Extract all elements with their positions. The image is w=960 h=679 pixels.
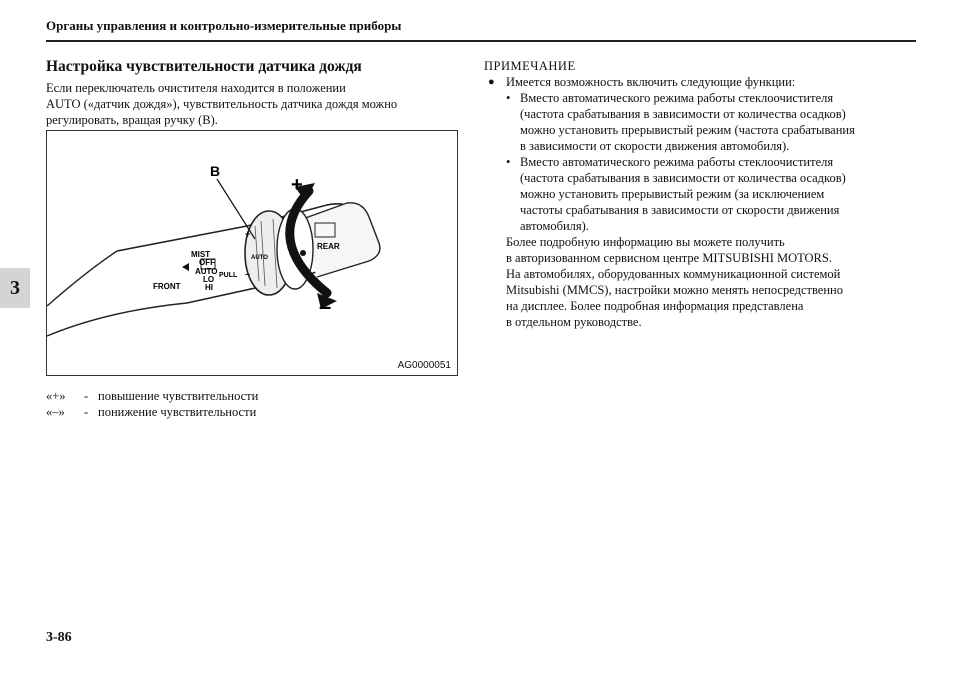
wiper-lever-illustration [46,130,458,376]
label-rear: REAR [317,242,340,251]
label-hi: HI [205,283,213,292]
dot-bullet-icon: • [506,91,511,105]
left-column [46,58,466,128]
section-line-3: регулировать, вращая ручку (B). [46,113,218,127]
legend-text-plus: повышение чувствительности [98,389,259,403]
label-auto: AUTO [195,267,218,276]
note-para-line-4: Mitsubishi (MMCS), настройки можно менять непосредственно [506,283,843,297]
label-ring-plus: + [245,229,251,239]
label-minus: – [319,294,332,319]
note-sub-2-line-1: Вместо автоматического режима работы стеклоочистителя [520,155,834,169]
note-sub-2-line-5: автомобиля). [520,219,589,233]
legend-key-plus: «+» [46,389,66,403]
note-para-line-5: на дисплее. Более подробная информация представлена [506,299,804,313]
note-sub-2-line-3: можно установить прерывистый режим (за исключением [520,187,825,201]
label-plus: + [291,174,303,196]
label-mist: MIST [191,250,211,259]
label-b: B [210,163,221,179]
note-main-item [484,74,914,90]
note-block [484,58,914,330]
legend-key-minus: «–» [46,405,65,419]
section-title: Настройка чувствительности датчика дождя [46,58,362,75]
label-pull: PULL [219,272,238,279]
note-paragraph [506,234,914,330]
section-line-2: AUTO («датчик дождя»), чувствительность датчика дождя можно [46,97,398,111]
legend-row-plus [46,388,258,404]
label-lo: LO [203,275,215,284]
page-header [46,18,916,42]
legend-row-minus [46,404,258,420]
chapter-tab: 3 [0,268,30,308]
note-sub-1-line-2: (частота срабатывания в зависимости от количества осадков) [520,107,846,121]
label-ring-minus: – [245,269,251,279]
page-number: 3-86 [46,630,72,645]
dot-bullet-icon: • [506,155,511,169]
note-para-line-6: в отдельном руководстве. [506,315,642,329]
note-sub-1-line-3: можно установить прерывистый режим (частота срабатывания [520,123,855,137]
header-title: Органы управления и контрольно-измерительные приборы [46,18,402,33]
note-title: ПРИМЕЧАНИЕ [484,59,576,73]
label-ring-auto: AUTO [251,255,268,261]
note-para-line-1: Более подробную информацию вы можете получить [506,235,785,249]
note-sub-2-line-4: частоты срабатывания в зависимости от скорости движения [520,203,840,217]
note-sub-1-line-1: Вместо автоматического режима работы стеклоочистителя [520,91,834,105]
figure-code: AG0000051 [397,360,451,371]
filled-circle-bullet-icon: ● [488,76,495,88]
legend [46,388,258,420]
note-sub-1-line-4: в зависимости от скорости движения автомобиля). [520,139,790,153]
note-main-text: Имеется возможность включить следующие функции: [506,75,796,89]
section-line-1: Если переключатель очистителя находится в положении [46,81,346,95]
label-off: OFF [199,258,215,267]
note-sub-2-line-2: (частота срабатывания в зависимости от количества осадков) [520,171,846,185]
note-sub-item-2 [506,154,914,234]
wiper-lever-drawing [47,131,457,375]
front-arrow-icon [182,263,189,271]
knob-dot [300,250,306,256]
note-para-line-3: На автомобилях, оборудованных коммуникационной системой [506,267,841,281]
legend-separator: - [84,389,89,403]
note-sub-item-1 [506,90,914,154]
legend-separator: - [84,405,89,419]
legend-text-minus: понижение чувствительности [98,405,257,419]
note-para-line-2: в авторизованном сервисном центре MITSUBISHI MOTORS. [506,251,832,265]
label-front: FRONT [153,282,181,291]
